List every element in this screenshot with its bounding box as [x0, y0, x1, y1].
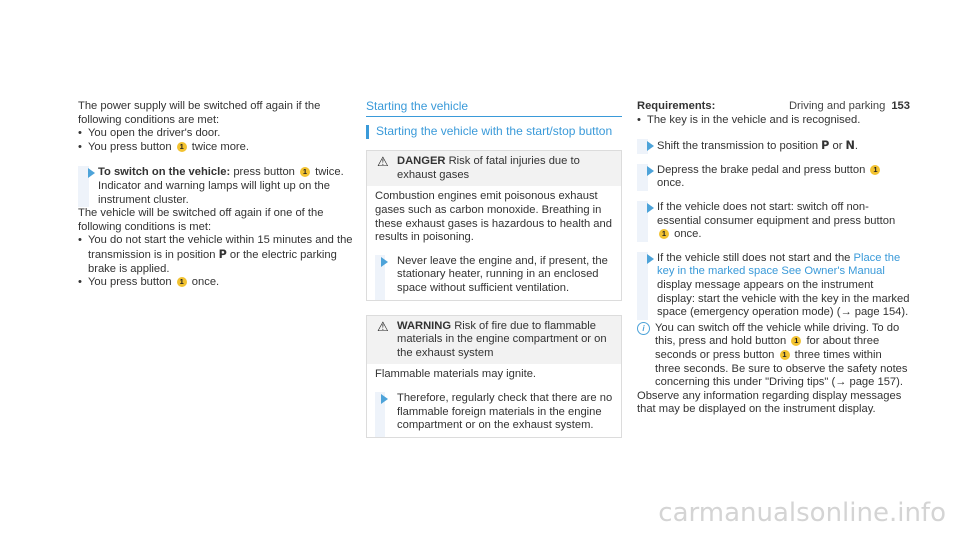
- callout-1-icon: 1: [870, 165, 880, 175]
- warning-triangle-icon: ⚠: [377, 318, 389, 334]
- neutral-symbol-icon: N: [845, 139, 855, 153]
- step-arrow-icon: [88, 168, 95, 178]
- bullet-press-twice: • You press button 1 twice more.: [78, 141, 358, 155]
- watermark: carmanualsonline.info: [658, 498, 946, 529]
- requirements-title: Requirements:: [637, 100, 716, 112]
- step-shift: Shift the transmission to position P or N.: [637, 139, 910, 154]
- switch-on-step: To switch on the vehicle: press button 1 twice. Indicator and warning lamps will light up on the instrument cluster.: [78, 166, 358, 207]
- callout-1-icon: 1: [780, 350, 790, 360]
- after-text: The vehicle will be switched off again if one of the following conditions is met:: [78, 207, 324, 233]
- step-emergency: If the vehicle still does not start and the Place the key in the marked space See Owner's Manual display message appears on the instrument display: start the vehicle with the key in the marked space (emergency operation mode) (→ page 154).: [637, 252, 910, 320]
- step-brake: Depress the brake pedal and press button 1 once.: [637, 164, 910, 191]
- bullet-not-started: • You do not start the vehicle within 15 minutes and the transmission is in position P or the electric parking brake is applied.: [78, 234, 358, 276]
- step-arrow-icon: [647, 254, 654, 264]
- closing-text: Observe any information regarding display messages that may be displayed on the instrument display.: [637, 389, 902, 416]
- display-message-link[interactable]: Place the key in the marked space See Owner's Manual: [657, 251, 901, 278]
- step-arrow-icon: [647, 203, 654, 213]
- danger-box: ⚠ DANGER Risk of fatal injuries due to exhaust gases Combustion engines emit poisonous exhaust gases such as carbon monoxide. Breathing in these exhaust gases is hazardous to health and results in poisoning. Never leave the engine and, if present, the stationary heater, running in an enclosed space without sufficient ventilation.: [366, 150, 622, 300]
- intro-text: The power supply will be switched off again if the following conditions are met:: [78, 100, 321, 126]
- sub-title: Starting the vehicle with the start/stop button: [366, 125, 622, 139]
- park-symbol-icon: P: [821, 139, 830, 153]
- park-symbol-icon: P: [218, 247, 227, 261]
- page-number: 153: [891, 100, 910, 112]
- callout-1-icon: 1: [300, 167, 310, 177]
- requirement-key: • The key is in the vehicle and is recognised.: [637, 114, 910, 128]
- column-left: [78, 100, 358, 290]
- info-icon: i: [637, 322, 650, 335]
- callout-1-icon: 1: [177, 142, 187, 152]
- step-not-start: If the vehicle does not start: switch off non-essential consumer equipment and press button 1 once.: [637, 201, 910, 242]
- column-right: [637, 100, 910, 417]
- step-arrow-icon: [381, 257, 388, 267]
- info-note: i You can switch off the vehicle while driving. To do this, press and hold button 1 for about three seconds or press button 1 three times within three seconds. Be sure to observe the safety notes concerning this under "Driving tips" (→ page 157).: [637, 322, 910, 390]
- bullet-press-once: • You press button 1 once.: [78, 276, 358, 290]
- callout-1-icon: 1: [177, 277, 187, 287]
- section-title: Starting the vehicle: [366, 100, 622, 117]
- warning-box: ⚠ WARNING Risk of fire due to flammable materials in the engine compartment or on the exhaust system Flammable materials may ignite. Therefore, regularly check that there are no flammable foreign materials in the engine compartment or on the exhaust system.: [366, 315, 622, 438]
- bullet-door: • You open the driver's door.: [78, 127, 358, 141]
- step-arrow-icon: [647, 141, 654, 151]
- callout-1-icon: 1: [659, 229, 669, 239]
- warning-triangle-icon: ⚠: [377, 154, 389, 170]
- section-name: Driving and parking: [788, 100, 886, 112]
- step-arrow-icon: [647, 166, 654, 176]
- column-middle: [366, 100, 622, 438]
- callout-1-icon: 1: [791, 336, 801, 346]
- step-arrow-icon: [381, 394, 388, 404]
